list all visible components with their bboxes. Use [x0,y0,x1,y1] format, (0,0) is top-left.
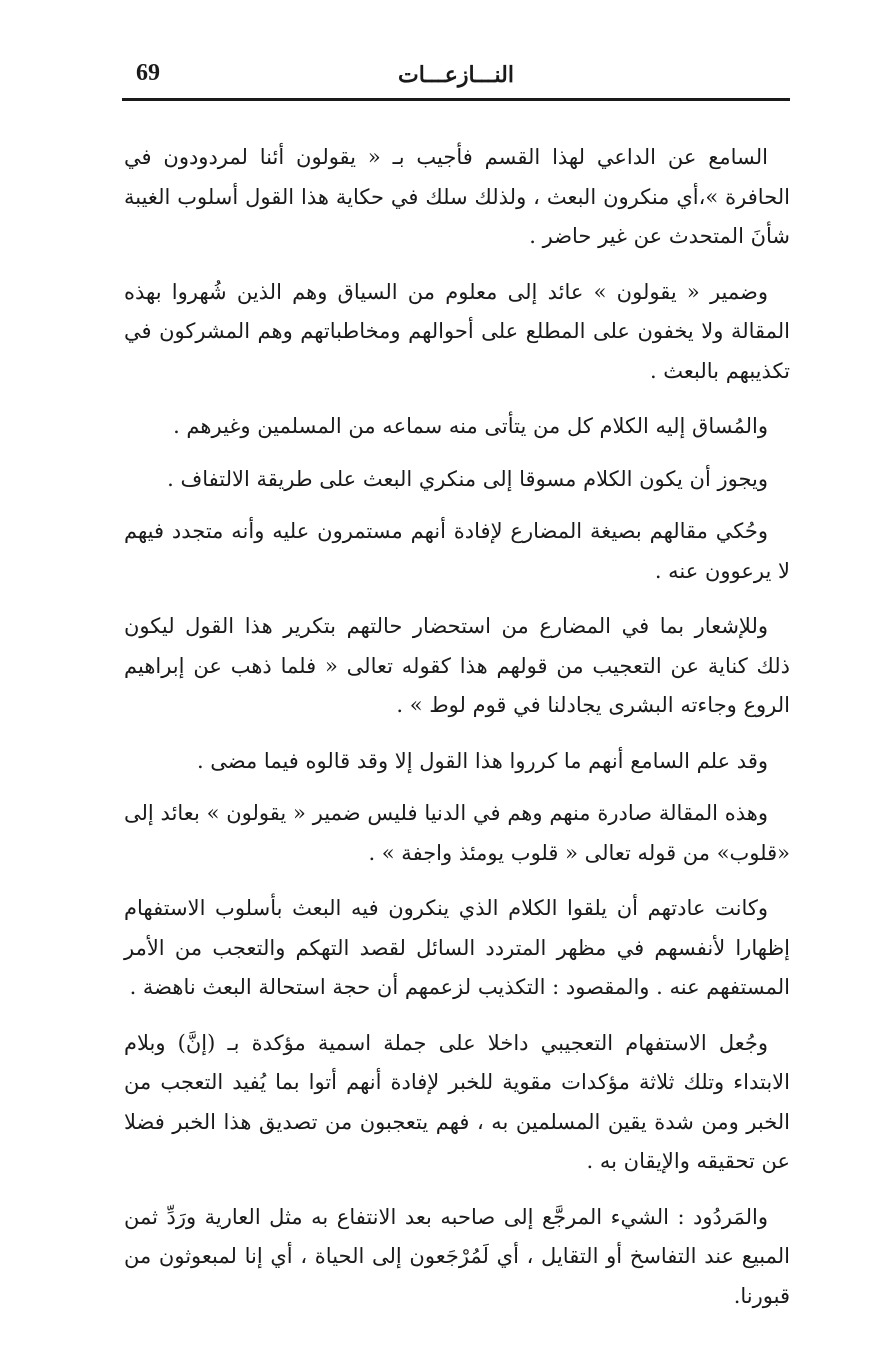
paragraph-3: والمُساق إليه الكلام كل من يتأتى منه سماعه من المسلمين وغيرهم . [173,414,768,438]
header-divider [122,98,790,101]
paragraph-5: وحُكي مقالهم بصيغة المضارع لإفادة أنهم مستمرون عليه وأنه متجدد فيهم لا يرعوون عنه . [124,519,790,583]
paragraph-6: وللإشعار بما في المضارع من استحضار حالتهم بتكرير هذا القول ليكون ذلك كناية عن التعجيب من قولهم هذا كقوله تعالى « فلما ذهب عن إبراهيم الروع وجاءته البشرى يجادلنا في قوم لوط » . [124,614,790,717]
paragraph-10: وجُعل الاستفهام التعجيبي داخلا على جملة اسمية مؤكدة بـ (إنَّ) وبلام الابتداء وتلك ثلاثة مؤكدات مقوية للخبر لإفادة أنهم أتوا بما يُفيد التعجب من الخبر ومن شدة يقين المسلمين به ، فهم يتعجبون من تصديق هذا الخبر فضلا عن تحقيقه والإيقان به . [124,1030,790,1173]
paragraph-9: وكانت عادتهم أن يلقوا الكلام الذي ينكرون فيه البعث بأسلوب الاستفهام إظهارا لأنفسهم في مظهر المتردد السائل لقصد التهكم والتعجب من الأمر المستفهم عنه . والمقصود : التكذيب لزعمهم أن حجة استحالة البعث ناهضة . [124,896,790,999]
paragraph-11: والمَردُود : الشيء المرجَّع إلى صاحبه بعد الانتفاع به مثل العارية ورَدِّ ثمن المبيع عند التفاسخ أو التقايل ، أي لَمُرْجَعون إلى الحياة ، أي إنا لمبعوثون من قبورنا. [124,1204,790,1308]
page-header [122,58,790,98]
chapter-title: النـــازعـــات [398,62,514,88]
paragraph-8: وهذه المقالة صادرة منهم وهم في الدنيا فليس ضمير « يقولون » بعائد إلى «قلوب» من قوله تعالى « قلوب يومئذ واجفة » . [124,801,790,865]
paragraph-1: السامع عن الداعي لهذا القسم فأجيب بـ « يقولون أئنا لمردودون في الحافرة »،أي منكرون البعث ، ولذلك سلك في حكاية هذا القول أسلوب الغيبة شأنَ المتحدث عن غير حاضر . [124,145,790,248]
page-number: 69 [136,60,160,86]
paragraph-2: وضمير « يقولون » عائد إلى معلوم من السياق وهم الذين شُهروا بهذه المقالة ولا يخفون على المطلع على أحوالهم ومخاطباتهم وهم المشركون في تكذيبهم بالبعث . [124,279,790,383]
body-text [124,138,790,1332]
paragraph-7: وقد علم السامع أنهم ما كرروا هذا القول إلا وقد قالوه فيما مضى . [196,748,768,773]
paragraph-4: ويجوز أن يكون الكلام مسوقا إلى منكري البعث على طريقة الالتفاف . [167,466,768,491]
